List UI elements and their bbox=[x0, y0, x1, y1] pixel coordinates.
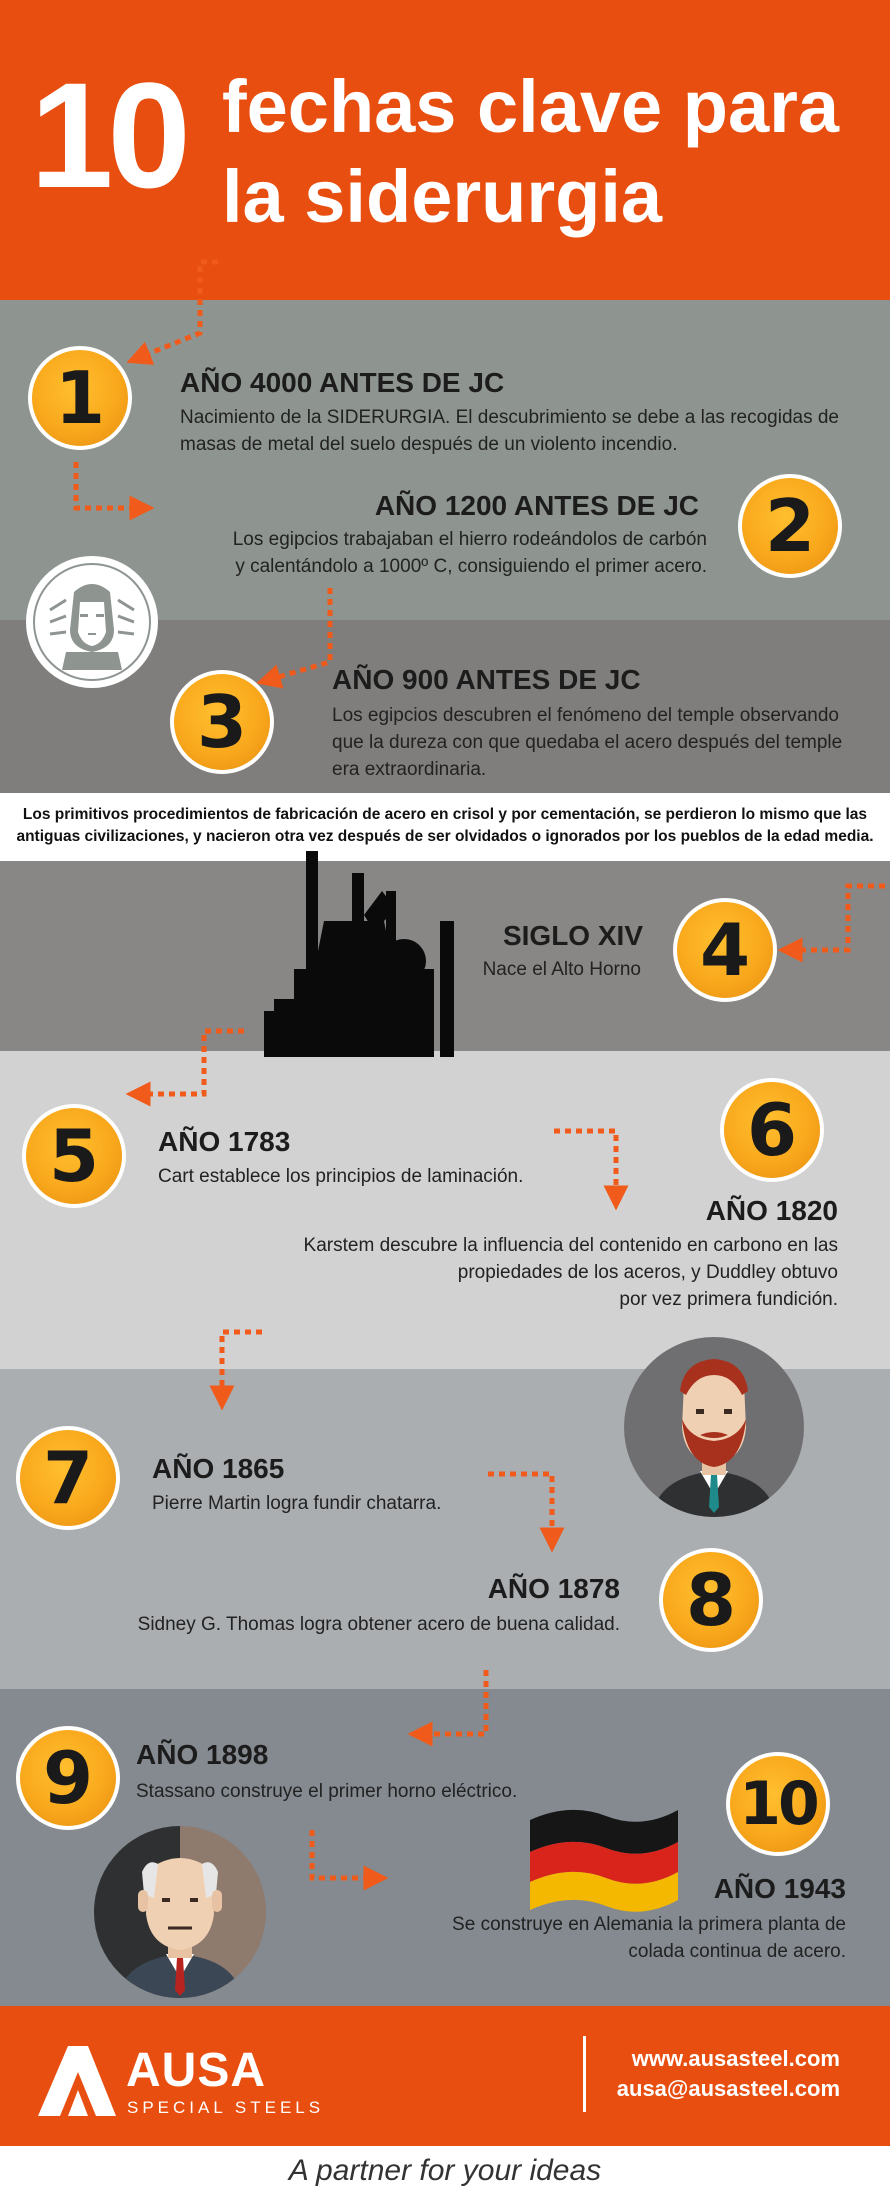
event-8-title: AÑO 1878 bbox=[487, 1573, 620, 1604]
event-6-line1: Karstem descubre la influencia del contenido en carbono en las bbox=[303, 1235, 838, 1256]
event-2-title: AÑO 1200 ANTES DE JC bbox=[374, 490, 699, 521]
event-4-description bbox=[341, 956, 641, 983]
dotted-arrow-icon bbox=[222, 1332, 262, 1398]
event-3-title: AÑO 900 ANTES DE JC bbox=[332, 664, 641, 695]
event-2-description bbox=[147, 526, 707, 580]
event-8-number: 8 bbox=[685, 1558, 737, 1642]
event-10-number: 10 bbox=[739, 1769, 817, 1839]
event-1-description bbox=[180, 404, 880, 458]
event-2-number: 2 bbox=[764, 484, 816, 568]
event-6-number: 6 bbox=[746, 1088, 798, 1172]
event-8-line1: Sidney G. Thomas logra obtener acero de buena calidad. bbox=[137, 1614, 620, 1635]
footer-website-link[interactable]: www.ausasteel.com bbox=[631, 2046, 840, 2071]
event-1-number: 1 bbox=[54, 356, 106, 440]
event-10-line2: colada continua de acero. bbox=[628, 1941, 846, 1962]
event-1-title: AÑO 4000 ANTES DE JC bbox=[180, 367, 505, 398]
event-9-number-badge bbox=[16, 1726, 120, 1830]
event-7-description bbox=[152, 1490, 652, 1517]
event-10-description bbox=[246, 1911, 846, 1965]
dotted-arrow-icon bbox=[138, 1031, 244, 1094]
event-3-line1: Los egipcios descubren el fenómeno del temple observando bbox=[332, 705, 839, 726]
footer-divider bbox=[583, 2036, 586, 2112]
event-4-line1: Nace el Alto Horno bbox=[482, 959, 641, 980]
event-5-description bbox=[158, 1163, 658, 1190]
dotted-arrow-icon bbox=[312, 1830, 376, 1878]
tagline: A partner for your ideas bbox=[288, 2154, 602, 2187]
event-1-line1: Nacimiento de la SIDERURGIA. El descubrimiento se debe a las recogidas de bbox=[180, 407, 839, 428]
event-3-line3: era extraordinaria. bbox=[332, 759, 487, 780]
event-9-title: AÑO 1898 bbox=[136, 1739, 269, 1770]
dotted-arrow-icon bbox=[790, 886, 885, 950]
event-3-description bbox=[332, 702, 882, 783]
dotted-arrow-icon bbox=[76, 462, 142, 508]
event-5-number: 5 bbox=[48, 1114, 100, 1198]
event-6-title: AÑO 1820 bbox=[705, 1195, 838, 1226]
event-6-number-badge bbox=[720, 1078, 824, 1182]
event-7-number: 7 bbox=[42, 1436, 94, 1520]
event-6-line2: propiedades de los aceros, y Duddley obtuvo bbox=[457, 1262, 838, 1283]
event-6-description bbox=[138, 1232, 838, 1313]
blast-furnace-icon bbox=[264, 851, 464, 1057]
event-2-line1: Los egipcios trabajaban el hierro rodeándolos de carbón bbox=[232, 529, 707, 550]
event-10-title: AÑO 1943 bbox=[713, 1873, 846, 1904]
event-3-number-badge bbox=[170, 670, 274, 774]
event-3-number: 3 bbox=[196, 680, 248, 764]
event-5-line1: Cart establece los principios de laminación. bbox=[158, 1166, 524, 1187]
history-note-line2: antiguas civilizaciones, y nacieron otra vez después de ser olvidados o ignorados por los pueblos de la edad media. bbox=[16, 828, 874, 845]
event-7-number-badge bbox=[16, 1426, 120, 1530]
event-1-line2: masas de metal del suelo después de un violento incendio. bbox=[180, 434, 678, 455]
event-3-line2: que la dureza con que quedaba el acero después del temple bbox=[332, 732, 843, 753]
header-title-line1: fechas clave para bbox=[222, 65, 840, 148]
event-8-number-badge bbox=[659, 1548, 763, 1652]
event-4-title: SIGLO XIV bbox=[502, 920, 643, 951]
event-5-number-badge bbox=[22, 1104, 126, 1208]
event-4-number: 4 bbox=[699, 908, 751, 992]
egyptian-seal-icon bbox=[22, 552, 162, 692]
event-7-title: AÑO 1865 bbox=[152, 1453, 285, 1484]
event-2-number-badge bbox=[738, 474, 842, 578]
event-10-number-badge bbox=[726, 1752, 830, 1856]
dotted-arrow-icon bbox=[268, 588, 330, 680]
event-10-line1: Se construye en Alemania la primera planta de bbox=[452, 1914, 846, 1935]
header-title-line2: la siderurgia bbox=[222, 155, 663, 238]
event-8-description bbox=[20, 1611, 620, 1638]
german-flag-icon bbox=[524, 1798, 684, 1908]
event-5-title: AÑO 1783 bbox=[158, 1126, 291, 1157]
event-4-number-badge bbox=[673, 898, 777, 1002]
old-man-avatar-icon bbox=[92, 1824, 268, 2000]
event-7-line1: Pierre Martin logra fundir chatarra. bbox=[152, 1493, 442, 1514]
event-9-number: 9 bbox=[42, 1736, 94, 1820]
ausa-logo-icon bbox=[38, 2046, 116, 2116]
event-6-line3: por vez primera fundición. bbox=[619, 1289, 838, 1310]
footer-email-link[interactable]: ausa@ausasteel.com bbox=[616, 2076, 840, 2101]
dotted-arrow-icon bbox=[138, 262, 218, 358]
event-1-number-badge bbox=[28, 346, 132, 450]
footer-brand: AUSA bbox=[126, 2044, 267, 2097]
history-note-line1: Los primitivos procedimientos de fabricación de acero en crisol y por cementación, se perdieron lo mismo que las bbox=[22, 806, 868, 823]
dotted-arrow-icon bbox=[420, 1670, 486, 1734]
header-number: 10 bbox=[30, 51, 185, 219]
event-2-line2: y calentándolo a 1000º C, consiguiendo el primer acero. bbox=[235, 556, 707, 577]
footer-brand-sub: SPECIAL STEELS bbox=[127, 2098, 325, 2117]
event-9-line1: Stassano construye el primer horno eléctrico. bbox=[136, 1781, 518, 1802]
